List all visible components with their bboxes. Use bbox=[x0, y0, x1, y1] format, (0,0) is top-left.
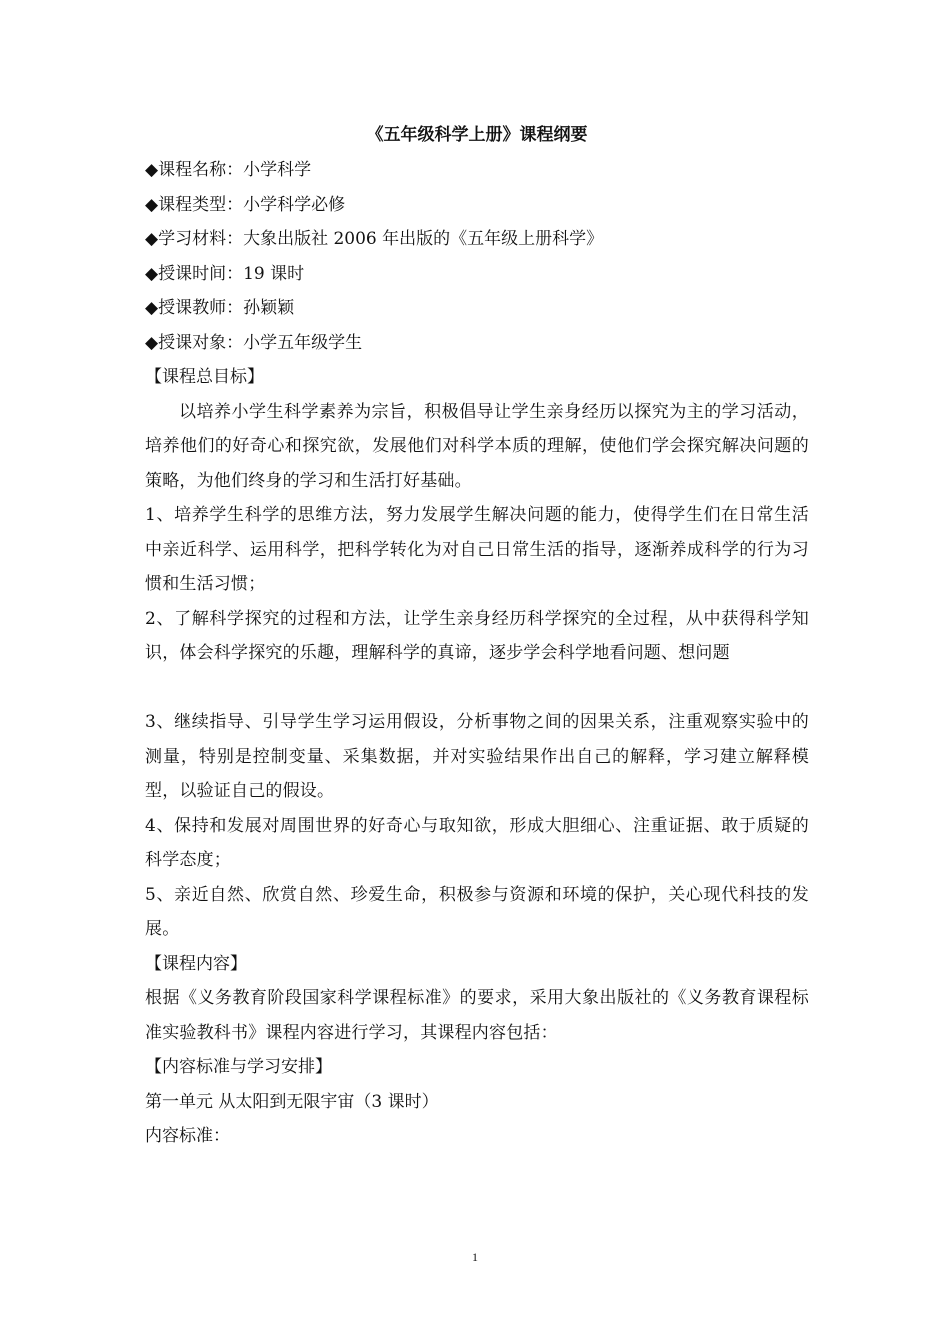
info-hours: ◆授课时间：19 课时 bbox=[145, 263, 305, 284]
document-body bbox=[145, 118, 809, 1154]
document-title: 《五年级科学上册》课程纲要 bbox=[366, 125, 588, 145]
goal-item-5: 5、亲近自然、欣赏自然、珍爱生命，积极参与资源和环境的保护，关心现代科技的发展。 bbox=[145, 884, 809, 939]
content-heading: 【课程内容】 bbox=[145, 953, 247, 974]
unit-1-title: 第一单元 从太阳到无限宇宙（3 课时） bbox=[145, 1091, 439, 1112]
info-course-type: ◆课程类型：小学科学必修 bbox=[145, 194, 346, 215]
goal-item-3: 3、继续指导、引导学生学习运用假设，分析事物之间的因果关系，注重观察实验中的测量，特别是控制变量、采集数据，并对实验结果作出自己的解释，学习建立解释模型，以验证自己的假设。 bbox=[145, 712, 809, 801]
info-materials: ◆学习材料：大象出版社 2006 年出版的《五年级上册科学》 bbox=[145, 229, 604, 249]
goal-item-4: 4、保持和发展对周围世界的好奇心与取知欲，形成大胆细心、注重证据、敢于质疑的科学态度； bbox=[145, 815, 809, 870]
goal-item-1: 1、培养学生科学的思维方法，努力发展学生解决问题的能力，使得学生们在日常生活中亲近科学、运用科学，把科学转化为对自己日常生活的指导，逐渐养成科学的行为习惯和生活习惯； bbox=[145, 505, 809, 594]
standards-heading: 【内容标准与学习安排】 bbox=[145, 1057, 332, 1077]
goal-heading: 【课程总目标】 bbox=[145, 367, 264, 387]
info-audience: ◆授课对象：小学五年级学生 bbox=[145, 332, 363, 353]
standards-label: 内容标准： bbox=[145, 1126, 230, 1146]
blank-line bbox=[145, 671, 809, 706]
content-text: 根据《义务教育阶段国家科学课程标准》的要求，采用大象出版社的《义务教育课程标准实验教科书》课程内容进行学习，其课程内容包括： bbox=[145, 988, 809, 1043]
page-number: 1 bbox=[472, 1250, 478, 1264]
goal-intro: 以培养小学生科学素养为宗旨，积极倡导让学生亲身经历以探究为主的学习活动，培养他们的好奇心和探究欲，发展他们对科学本质的理解，使他们学会探究解决问题的策略，为他们终身的学习和生活打好基础。 bbox=[145, 401, 809, 491]
info-teacher: ◆授课教师：孙颖颖 bbox=[145, 298, 295, 318]
info-course-name: ◆课程名称：小学科学 bbox=[145, 160, 312, 180]
goal-item-2: 2、了解科学探究的过程和方法，让学生亲身经历科学探究的全过程，从中获得科学知识，体会科学探究的乐趣，理解科学的真谛，逐步学会科学地看问题、想问题 bbox=[145, 608, 809, 663]
